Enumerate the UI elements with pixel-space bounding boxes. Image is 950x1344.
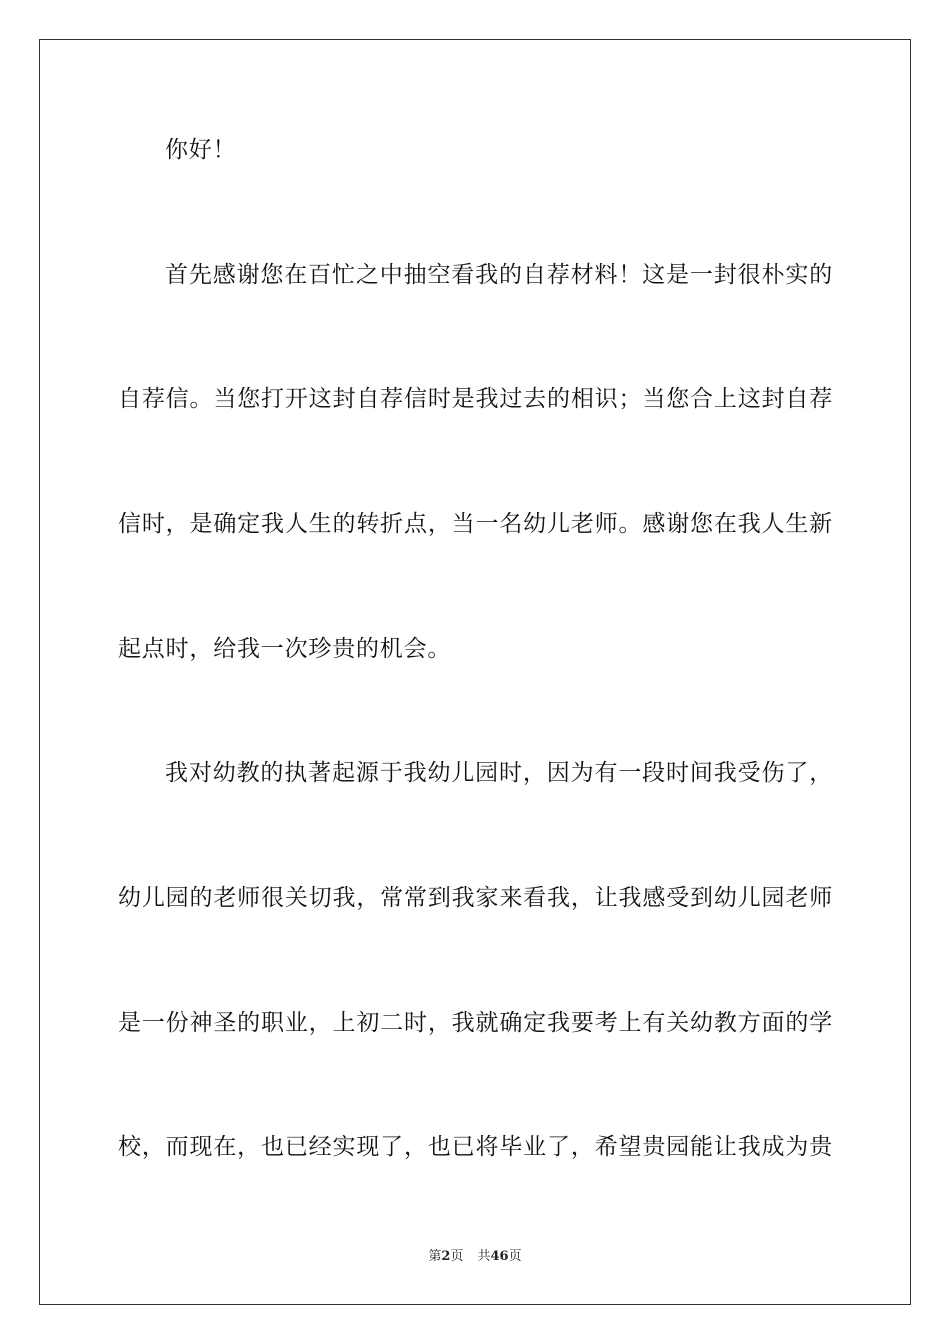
body-line: 幼儿园的老师很关切我，常常到我家来看我，让我感受到幼儿园老师 — [118, 885, 833, 911]
footer-total-prefix: 共 — [477, 1249, 491, 1264]
footer-page-number: 2 — [441, 1249, 451, 1264]
footer-page-prefix: 第 — [428, 1249, 442, 1264]
body-line: 自荐信。当您打开这封自荐信时是我过去的相识；当您合上这封自荐 — [118, 386, 833, 412]
body-line: 起点时，给我一次珍贵的机会。 — [118, 636, 452, 662]
body-line: 信时，是确定我人生的转折点，当一名幼儿老师。感谢您在我人生新 — [118, 511, 833, 537]
footer-page-suffix: 页 — [450, 1249, 464, 1264]
greeting-line: 你好！ — [165, 137, 237, 163]
footer-total-number: 46 — [490, 1249, 509, 1264]
body-line: 首先感谢您在百忙之中抽空看我的自荐材料！这是一封很朴实的 — [165, 262, 833, 288]
footer-total-suffix: 页 — [508, 1249, 522, 1264]
body-line: 校，而现在，也已经实现了，也已将毕业了，希望贵园能让我成为贵 — [118, 1134, 833, 1160]
page-footer — [0, 1248, 950, 1266]
body-line: 我对幼教的执著起源于我幼儿园时，因为有一段时间我受伤了， — [165, 760, 833, 786]
body-line: 是一份神圣的职业，上初二时，我就确定我要考上有关幼教方面的学 — [118, 1010, 833, 1036]
page-frame — [39, 39, 911, 1305]
